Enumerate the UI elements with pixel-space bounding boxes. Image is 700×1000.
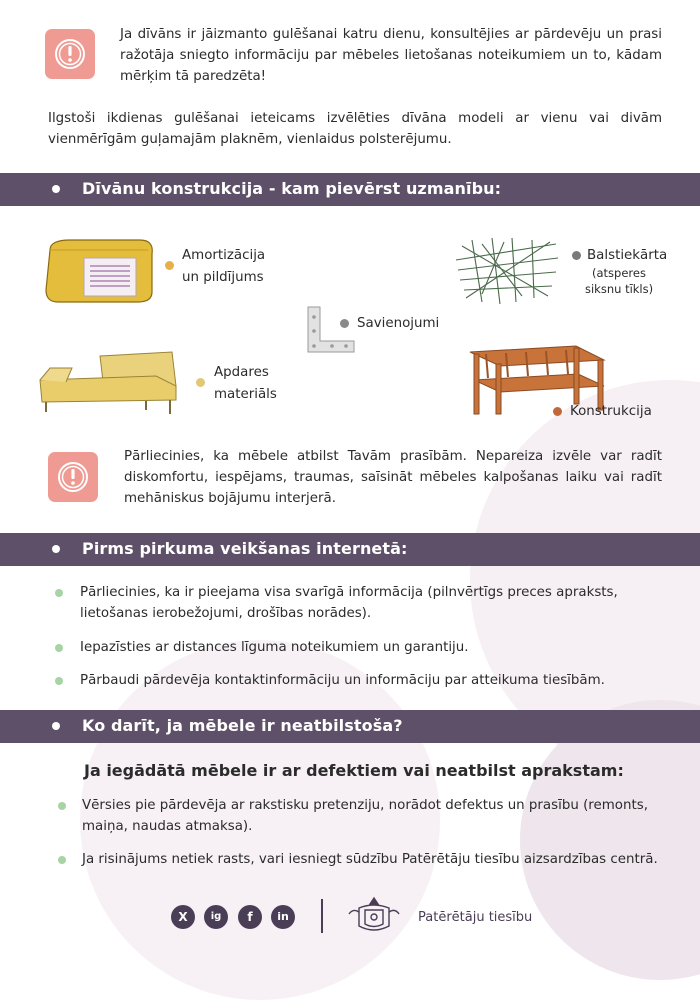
defect-bullet-2: Ja risinājums netiek rasts, vari iesniegt sūdzību Patērētāju tiesību aizsardzības centrā.: [82, 852, 658, 867]
label-dot: [572, 251, 581, 260]
joints-label: Savienojumi: [357, 316, 440, 331]
bullet-dot: [52, 185, 60, 193]
bracket-illustration: [306, 305, 358, 355]
label-dot: [196, 378, 205, 387]
warning-icon: [48, 452, 98, 502]
construction-warning-text: Pārliecinies, ka mēbele atbilst Tavām prasībām. Nepareiza izvēle var radīt diskomfortu, iespējams, traumas, saīsināt mēbeles kalpošanas laiku vai radīt mehāniskus bojājumu interjerā.: [124, 449, 662, 506]
online-bullet-1: Pārliecinies, ka ir pieejama visa svarīgā informācija (pilnvērtīgs preces apraksts, lietošanas ierobežojumi, drošības norādes).: [80, 585, 618, 621]
section-band-online: [0, 533, 700, 566]
section-band-defect: [0, 710, 700, 743]
bullet-dot: [58, 802, 66, 810]
cushioning-label-line1: Amortizācija: [182, 248, 266, 263]
spring-net-illustration: [452, 236, 562, 306]
warning-icon: [45, 29, 95, 79]
base-label-sub1: (atsperes: [592, 266, 646, 280]
section-heading: Dīvānu konstrukcija - kam pievērst uzmanību:: [82, 179, 502, 198]
base-label-title: Balstiekārta: [587, 248, 668, 263]
finish-label-line1: Apdares: [214, 365, 269, 380]
section-heading: Ko darīt, ja mēbele ir neatbilstoša?: [82, 716, 403, 735]
intro-warning-text: Ja dīvāns ir jāizmanto gulēšanai katru dienu, konsultējies ar pārdevēju un prasi ražotāja sniegto informāciju par mēbeles lietošanas noteikumiem un to, kādam mērķim tā paredzēta!: [120, 27, 662, 84]
frame-label: Konstrukcija: [570, 404, 652, 419]
online-bullet-2: Iepazīsties ar distances līguma noteikumiem un garantiju.: [80, 640, 469, 655]
label-dot: [340, 319, 349, 328]
base-label-sub2: siksnu tīkls): [585, 282, 654, 296]
bullet-dot: [52, 722, 60, 730]
bullet-dot: [55, 677, 63, 685]
label-dot: [165, 261, 174, 270]
section-band-construction: [0, 173, 700, 206]
cushioning-label-line2: un pildījums: [182, 270, 264, 285]
section-heading: Pirms pirkuma veikšanas internetā:: [82, 539, 408, 558]
bullet-dot: [52, 545, 60, 553]
org-name: Patērētāju tiesību: [418, 910, 533, 925]
x-icon[interactable]: X: [171, 905, 195, 929]
finish-label-line2: materiāls: [214, 387, 277, 402]
bullet-dot: [55, 589, 63, 597]
label-dot: [553, 407, 562, 416]
bullet-dot: [55, 644, 63, 652]
divider: [321, 899, 323, 933]
chaise-illustration: [36, 350, 182, 418]
defect-subheading: Ja iegādātā mēbele ir ar defektiem vai neatbilst aprakstam:: [84, 761, 624, 780]
coat-of-arms-logo: [345, 896, 403, 933]
intro-paragraph: Ilgstoši ikdienas gulēšanai ieteicams izvēlēties dīvāna modeli ar vienu vai divām vienmērīgām guļamajām plaknēm, vienlaidus polsterējumu.: [48, 111, 662, 147]
instagram-icon[interactable]: ig: [204, 905, 228, 929]
bullet-dot: [58, 856, 66, 864]
facebook-icon[interactable]: f: [238, 905, 262, 929]
online-bullet-3: Pārbaudi pārdevēja kontaktinformāciju un informāciju par atteikuma tiesībām.: [80, 673, 605, 688]
linkedin-icon[interactable]: in: [271, 905, 295, 929]
defect-bullet-1: Vērsies pie pārdevēja ar rakstisku pretenziju, norādot defektus un prasību (remonts, maiņa, naudas atmaksa).: [82, 798, 648, 834]
mattress-illustration: [40, 236, 158, 308]
